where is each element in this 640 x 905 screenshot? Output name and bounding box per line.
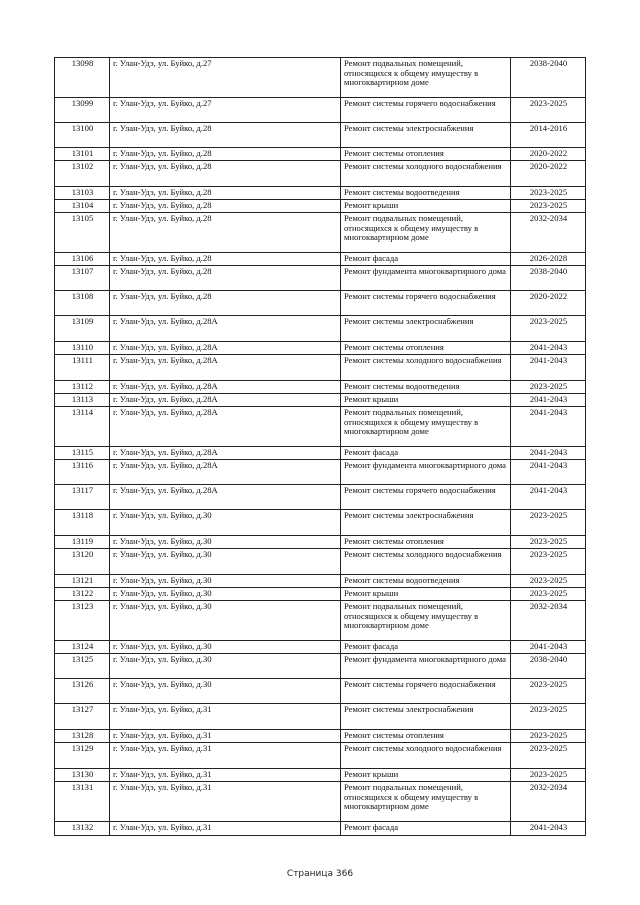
row-work-type: Ремонт системы водоотведения (341, 381, 511, 394)
row-work-type: Ремонт крыши (341, 200, 511, 213)
row-work-type: Ремонт системы холодного водоснабжения (341, 549, 511, 575)
row-address: г. Улан-Удэ, ул. Буйко, д.28 (110, 187, 341, 200)
row-id: 13100 (55, 123, 110, 148)
row-id: 13126 (55, 679, 110, 704)
row-id: 13107 (55, 266, 110, 291)
row-period: 2023-2025 (511, 769, 586, 782)
row-work-type: Ремонт системы отопления (341, 730, 511, 743)
row-address: г. Улан-Удэ, ул. Буйко, д.28А (110, 394, 341, 407)
table-row (55, 460, 586, 485)
row-id: 13103 (55, 187, 110, 200)
row-address: г. Улан-Удэ, ул. Буйко, д.28А (110, 460, 341, 485)
row-address: г. Улан-Удэ, ул. Буйко, д.30 (110, 601, 341, 641)
row-address: г. Улан-Удэ, ул. Буйко, д.28А (110, 447, 341, 460)
row-id: 13130 (55, 769, 110, 782)
row-id: 13127 (55, 704, 110, 730)
table-row (55, 536, 586, 549)
row-work-type: Ремонт фундамента многоквартирного дома (341, 266, 511, 291)
row-address: г. Улан-Удэ, ул. Буйко, д.28 (110, 148, 341, 161)
row-id: 13113 (55, 394, 110, 407)
row-id: 13111 (55, 355, 110, 381)
table-row (55, 769, 586, 782)
row-address: г. Улан-Удэ, ул. Буйко, д.28А (110, 407, 341, 447)
row-work-type: Ремонт подвальных помещений, относящихся к общему имуществу в многоквартирном доме (341, 58, 511, 98)
row-id: 13116 (55, 460, 110, 485)
row-period: 2032-2034 (511, 213, 586, 253)
row-id: 13114 (55, 407, 110, 447)
row-address: г. Улан-Удэ, ул. Буйко, д.30 (110, 641, 341, 654)
table-row (55, 200, 586, 213)
table-row (55, 161, 586, 187)
table-row (55, 123, 586, 148)
row-work-type: Ремонт фундамента многоквартирного дома (341, 460, 511, 485)
row-work-type: Ремонт системы холодного водоснабжения (341, 161, 511, 187)
table-row (55, 679, 586, 704)
row-period: 2041-2043 (511, 641, 586, 654)
row-period: 2020-2022 (511, 148, 586, 161)
row-period: 2023-2025 (511, 536, 586, 549)
row-period: 2023-2025 (511, 316, 586, 342)
row-id: 13132 (55, 822, 110, 836)
row-work-type: Ремонт системы отопления (341, 148, 511, 161)
row-period: 2023-2025 (511, 200, 586, 213)
row-id: 13098 (55, 58, 110, 98)
row-work-type: Ремонт системы отопления (341, 536, 511, 549)
row-id: 13102 (55, 161, 110, 187)
row-period: 2038-2040 (511, 58, 586, 98)
row-work-type: Ремонт системы горячего водоснабжения (341, 485, 511, 510)
row-period: 2032-2034 (511, 601, 586, 641)
row-address: г. Улан-Удэ, ул. Буйко, д.28А (110, 485, 341, 510)
row-id: 13131 (55, 782, 110, 822)
row-address: г. Улан-Удэ, ул. Буйко, д.30 (110, 536, 341, 549)
row-work-type: Ремонт подвальных помещений, относящихся к общему имуществу в многоквартирном доме (341, 213, 511, 253)
row-id: 13119 (55, 536, 110, 549)
table-row (55, 213, 586, 253)
table-row (55, 447, 586, 460)
row-work-type: Ремонт фасада (341, 253, 511, 266)
row-work-type: Ремонт системы отопления (341, 342, 511, 355)
row-work-type: Ремонт подвальных помещений, относящихся к общему имуществу в многоквартирном доме (341, 782, 511, 822)
row-id: 13106 (55, 253, 110, 266)
table-row (55, 575, 586, 588)
table-row (55, 291, 586, 316)
row-work-type: Ремонт системы электроснабжения (341, 316, 511, 342)
row-period: 2023-2025 (511, 549, 586, 575)
row-period: 2032-2034 (511, 782, 586, 822)
row-address: г. Улан-Удэ, ул. Буйко, д.27 (110, 98, 341, 123)
table-row (55, 743, 586, 769)
row-id: 13110 (55, 342, 110, 355)
row-work-type: Ремонт подвальных помещений, относящихся к общему имуществу в многоквартирном доме (341, 601, 511, 641)
row-id: 13129 (55, 743, 110, 769)
works-table (54, 57, 586, 836)
row-id: 13120 (55, 549, 110, 575)
row-work-type: Ремонт системы горячего водоснабжения (341, 291, 511, 316)
row-work-type: Ремонт фасада (341, 447, 511, 460)
row-period: 2023-2025 (511, 575, 586, 588)
row-address: г. Улан-Удэ, ул. Буйко, д.31 (110, 730, 341, 743)
table-row (55, 782, 586, 822)
table-row (55, 510, 586, 536)
row-id: 13117 (55, 485, 110, 510)
row-work-type: Ремонт системы водоотведения (341, 575, 511, 588)
table-row (55, 601, 586, 641)
row-address: г. Улан-Удэ, ул. Буйко, д.28 (110, 266, 341, 291)
row-address: г. Улан-Удэ, ул. Буйко, д.28А (110, 316, 341, 342)
table-row (55, 266, 586, 291)
row-period: 2041-2043 (511, 394, 586, 407)
row-id: 13118 (55, 510, 110, 536)
row-period: 2026-2028 (511, 253, 586, 266)
row-id: 13104 (55, 200, 110, 213)
page-number: Страница 366 (286, 869, 354, 879)
row-address: г. Улан-Удэ, ул. Буйко, д.28 (110, 161, 341, 187)
row-work-type: Ремонт системы горячего водоснабжения (341, 98, 511, 123)
row-work-type: Ремонт фасада (341, 641, 511, 654)
row-period: 2041-2043 (511, 485, 586, 510)
row-address: г. Улан-Удэ, ул. Буйко, д.31 (110, 704, 341, 730)
row-period: 2038-2040 (511, 266, 586, 291)
row-address: г. Улан-Удэ, ул. Буйко, д.30 (110, 575, 341, 588)
row-period: 2023-2025 (511, 381, 586, 394)
row-work-type: Ремонт системы электроснабжения (341, 123, 511, 148)
row-id: 13101 (55, 148, 110, 161)
row-work-type: Ремонт системы холодного водоснабжения (341, 355, 511, 381)
row-id: 13124 (55, 641, 110, 654)
row-id: 13115 (55, 447, 110, 460)
row-id: 13105 (55, 213, 110, 253)
row-period: 2041-2043 (511, 407, 586, 447)
table-row (55, 253, 586, 266)
row-id: 13109 (55, 316, 110, 342)
table-row (55, 641, 586, 654)
row-address: г. Улан-Удэ, ул. Буйко, д.30 (110, 510, 341, 536)
table-row (55, 704, 586, 730)
row-period: 2041-2043 (511, 355, 586, 381)
row-id: 13123 (55, 601, 110, 641)
row-work-type: Ремонт системы холодного водоснабжения (341, 743, 511, 769)
table-row (55, 98, 586, 123)
row-address: г. Улан-Удэ, ул. Буйко, д.28 (110, 123, 341, 148)
table-row (55, 485, 586, 510)
row-address: г. Улан-Удэ, ул. Буйко, д.28А (110, 342, 341, 355)
row-work-type: Ремонт системы электроснабжения (341, 704, 511, 730)
row-work-type: Ремонт фундамента многоквартирного дома (341, 654, 511, 679)
row-period: 2041-2043 (511, 447, 586, 460)
table-row (55, 730, 586, 743)
row-id: 13121 (55, 575, 110, 588)
row-address: г. Улан-Удэ, ул. Буйко, д.28А (110, 381, 341, 394)
row-period: 2014-2016 (511, 123, 586, 148)
table-row (55, 407, 586, 447)
row-address: г. Улан-Удэ, ул. Буйко, д.31 (110, 782, 341, 822)
table-row (55, 355, 586, 381)
row-id: 13125 (55, 654, 110, 679)
row-id: 13122 (55, 588, 110, 601)
table-row (55, 588, 586, 601)
row-address: г. Улан-Удэ, ул. Буйко, д.28 (110, 253, 341, 266)
table-row (55, 394, 586, 407)
row-work-type: Ремонт системы водоотведения (341, 187, 511, 200)
row-work-type: Ремонт крыши (341, 394, 511, 407)
table-row (55, 187, 586, 200)
row-address: г. Улан-Удэ, ул. Буйко, д.30 (110, 588, 341, 601)
row-period: 2023-2025 (511, 588, 586, 601)
row-work-type: Ремонт системы горячего водоснабжения (341, 679, 511, 704)
table-row (55, 381, 586, 394)
row-work-type: Ремонт фасада (341, 822, 511, 836)
row-period: 2041-2043 (511, 460, 586, 485)
row-period: 2020-2022 (511, 291, 586, 316)
table-row (55, 148, 586, 161)
row-work-type: Ремонт крыши (341, 588, 511, 601)
row-period: 2023-2025 (511, 187, 586, 200)
row-id: 13112 (55, 381, 110, 394)
row-work-type: Ремонт системы электроснабжения (341, 510, 511, 536)
table-row (55, 316, 586, 342)
row-id: 13108 (55, 291, 110, 316)
row-period: 2041-2043 (511, 342, 586, 355)
row-period: 2023-2025 (511, 510, 586, 536)
row-id: 13099 (55, 98, 110, 123)
row-work-type: Ремонт подвальных помещений, относящихся к общему имуществу в многоквартирном доме (341, 407, 511, 447)
row-address: г. Улан-Удэ, ул. Буйко, д.30 (110, 549, 341, 575)
row-period: 2041-2043 (511, 822, 586, 836)
row-id: 13128 (55, 730, 110, 743)
row-address: г. Улан-Удэ, ул. Буйко, д.28 (110, 200, 341, 213)
row-address: г. Улан-Удэ, ул. Буйко, д.27 (110, 58, 341, 98)
row-address: г. Улан-Удэ, ул. Буйко, д.28 (110, 291, 341, 316)
row-period: 2020-2022 (511, 161, 586, 187)
table-row (55, 822, 586, 836)
row-period: 2023-2025 (511, 743, 586, 769)
table-row (55, 654, 586, 679)
table-row (55, 342, 586, 355)
row-work-type: Ремонт крыши (341, 769, 511, 782)
row-period: 2038-2040 (511, 654, 586, 679)
row-address: г. Улан-Удэ, ул. Буйко, д.31 (110, 769, 341, 782)
row-period: 2023-2025 (511, 679, 586, 704)
row-period: 2023-2025 (511, 98, 586, 123)
row-address: г. Улан-Удэ, ул. Буйко, д.30 (110, 654, 341, 679)
row-address: г. Улан-Удэ, ул. Буйко, д.28 (110, 213, 341, 253)
row-address: г. Улан-Удэ, ул. Буйко, д.30 (110, 679, 341, 704)
row-period: 2023-2025 (511, 704, 586, 730)
row-address: г. Улан-Удэ, ул. Буйко, д.31 (110, 743, 341, 769)
table-row (55, 549, 586, 575)
row-period: 2023-2025 (511, 730, 586, 743)
row-address: г. Улан-Удэ, ул. Буйко, д.31 (110, 822, 341, 836)
row-address: г. Улан-Удэ, ул. Буйко, д.28А (110, 355, 341, 381)
table-row (55, 58, 586, 98)
works-table-body (55, 58, 586, 836)
